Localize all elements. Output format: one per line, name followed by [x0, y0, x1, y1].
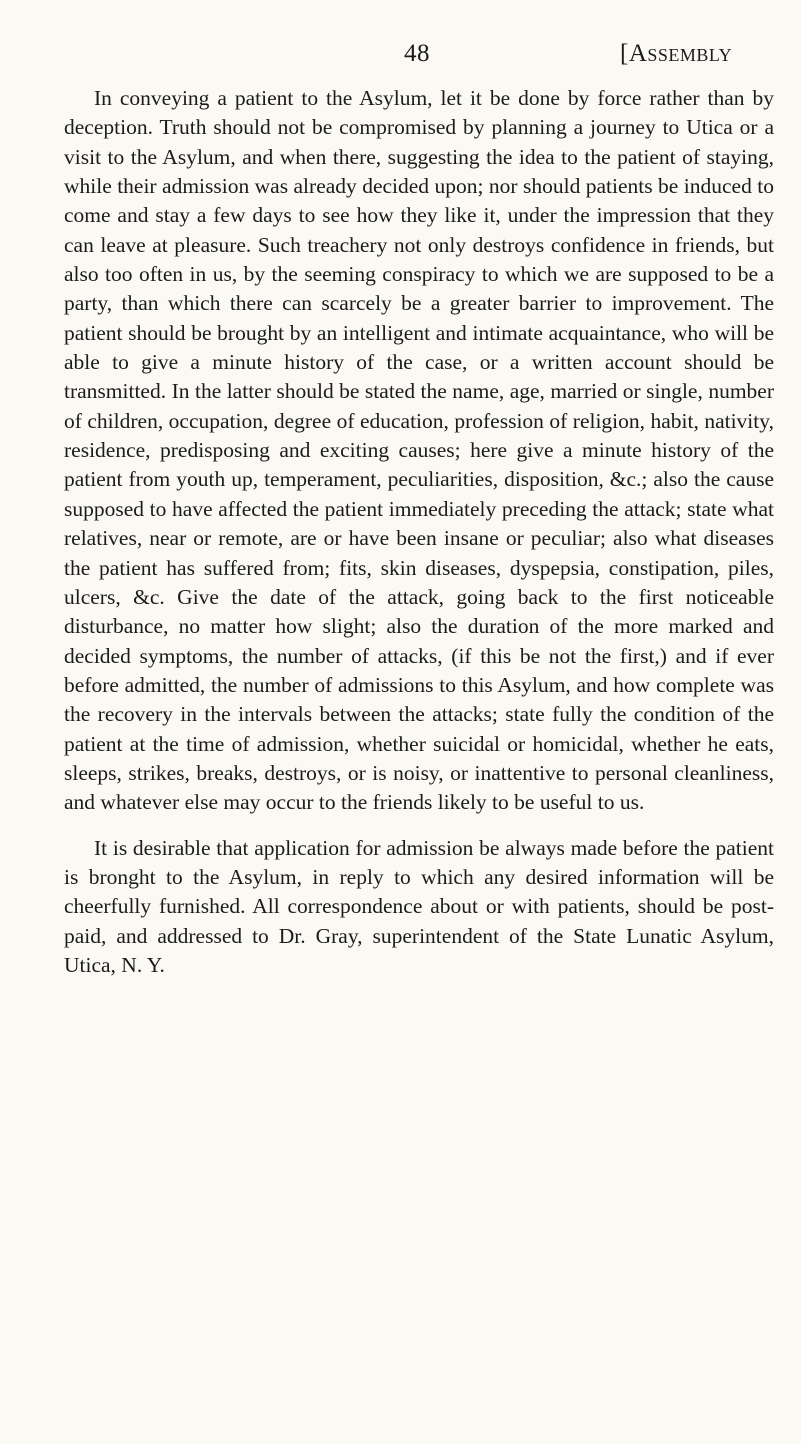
section-name: [Assembly: [620, 40, 733, 67]
paragraph-application-admission: It is desirable that application for admission be always made before the patient is bronght to the Asylum, in reply to which any desired information will be cheerfully furnished. All correspondence about or with patients, should be post-paid, and addressed to Dr. Gray, superintendent of the State Lunatic Asylum, Utica, N. Y.: [64, 835, 774, 977]
body-text: [64, 84, 774, 980]
page-number: 48: [404, 40, 430, 67]
running-head: [0, 40, 801, 74]
paragraph-conveying-patient: In conveying a patient to the Asylum, let it be done by force rather than by deception. Truth should not be compromised by planning a journey to Utica or a visit to the Asylum, and when there, suggesting the idea to the patient of staying, while their admission was already decided upon; nor should patients be induced to come and stay a few days to see how they like it, under the impression that they can leave at pleasure. Such treachery not only destroys confidence in friends, but also too often in us, by the seeming conspiracy to which we are supposed to be a party, than which there can scarcely be a greater barrier to improvement. The patient should be brought by an intelligent and intimate acquaintance, who will be able to give a minute history of the case, or a written account should be transmitted. In the latter should be stated the name, age, married or single, number of children, occupation, degree of education, profession of religion, habit, nativity, residence, predisposing and exciting causes; here give a minute history of the patient from youth up, temperament, peculiarities, disposition, &c.; also the cause supposed to have affected the patient immediately preceding the attack; state what relatives, near or remote, are or have been insane or peculiar; also what diseases the patient has suffered from; fits, skin diseases, dyspepsia, constipation, piles, ulcers, &c. Give the date of the attack, going back to the first noticeable disturbance, no matter how slight; also the duration of the more marked and decided symptoms, the number of attacks, (if this be not the first,) and if ever before admitted, the number of admissions to this Asylum, and how complete was the recovery in the intervals between the attacks; state fully the condition of the patient at the time of admission, whether suicidal or homicidal, whether he eats, sleeps, strikes, breaks, destroys, or is noisy, or inattentive to personal cleanliness, and whatever else may occur to the friends likely to be useful to us.: [64, 86, 774, 815]
